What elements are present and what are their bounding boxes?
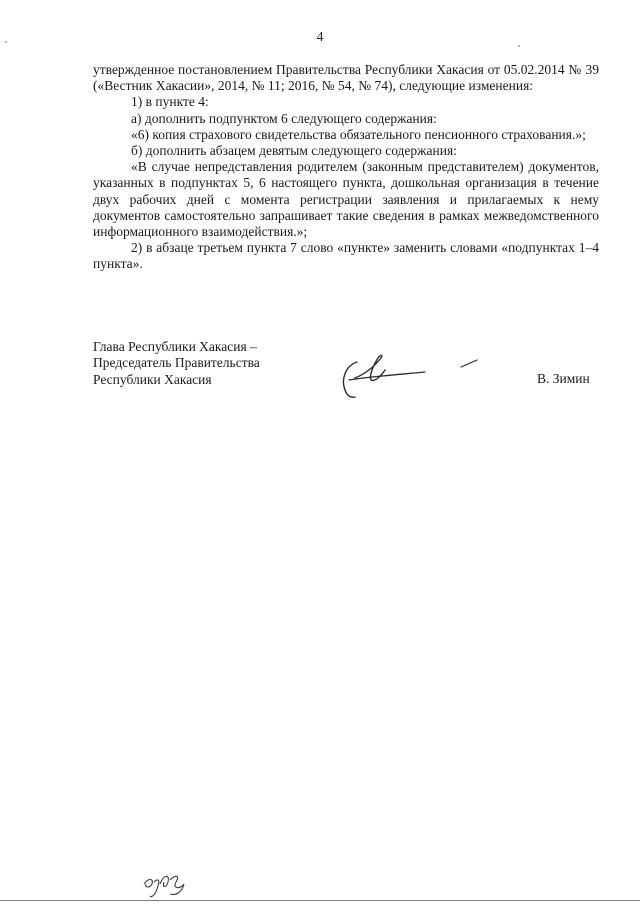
paragraph-item-2: 2) в абзаце третьем пункта 7 слово «пункте» заменить словами «подпунктах 1–4 пункта». (93, 240, 599, 272)
paragraph-intro: утвержденное постановлением Правительства Республики Хакасия от 05.02.2014 № 39 («Вестник Хакасии», 2014, № 11; 2016, № 54, № 74), следующие изменения: (93, 62, 599, 94)
signatory-title (93, 339, 313, 388)
page-number: 4 (316, 29, 324, 44)
signatory-title-line: Председатель Правительства (93, 355, 260, 371)
paragraph-quote-6: «6) копия страхового свидетельства обязательного пенсионного страхования.»; (131, 126, 586, 142)
paragraph-subitem-a: а) дополнить подпунктом 6 следующего содержания: (131, 110, 437, 126)
signatory-title-line: Глава Республики Хакасия – (93, 339, 257, 354)
paragraph-subitem-b: б) дополнить абзацем девятым следующего содержания: (131, 143, 457, 159)
scan-speck (5, 41, 7, 43)
paragraph-item-1: 1) в пункте 4: (131, 94, 209, 110)
document-body (93, 62, 599, 273)
paragraph-quote-ninth: «В случае непредставления родителем (законным представителем) документов, указанных в подпунктах 5, 6 настоящего пункта, дошкольная организация в течение двух рабочих дней с момента регистрации заявления и прилагаемых к нему документов самостоятельно запрашивает такие сведения в рамках межведомственного информационного взаимодействия.»; (93, 159, 599, 240)
scan-edge-line (0, 900, 640, 901)
scan-speck (518, 45, 520, 47)
handwritten-signature (335, 350, 485, 410)
signatory-title-line: Республики Хакасия (93, 371, 212, 387)
signer-name: В. Зимин (537, 371, 590, 386)
